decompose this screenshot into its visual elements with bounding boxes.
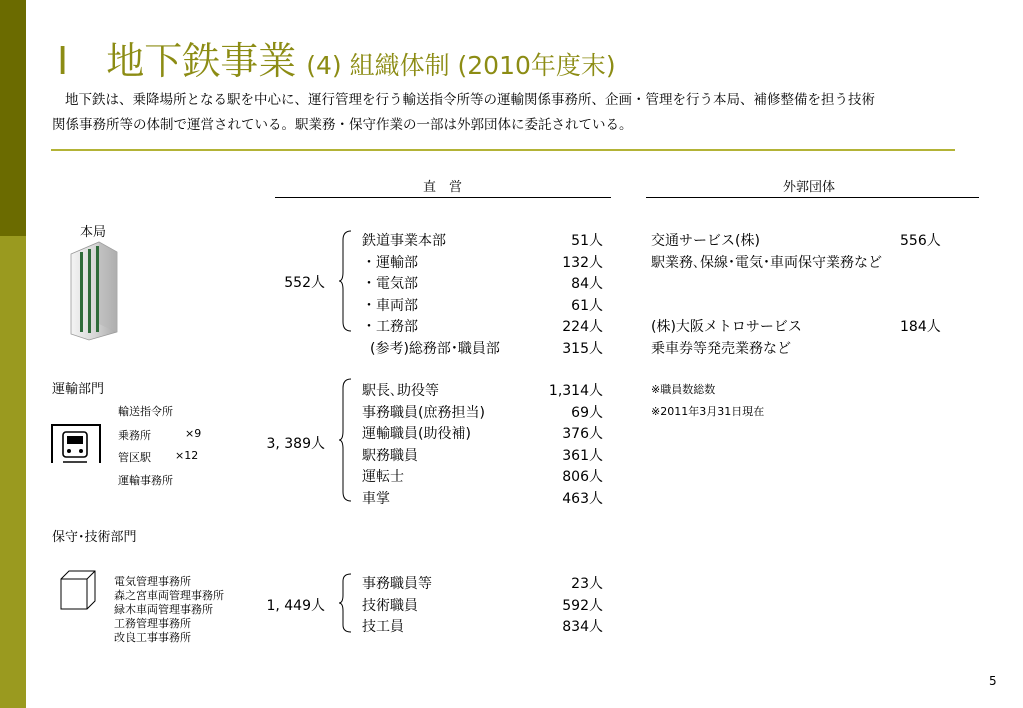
page-title-sub: (4) 組織体制 (2010年度末) bbox=[306, 51, 616, 80]
unyu-total: 3, 389人 bbox=[266, 436, 325, 452]
sidebar-light-band bbox=[0, 236, 26, 708]
unyu-office-3: 運輸事務所 bbox=[118, 474, 173, 487]
unyu-row-name: 車掌 bbox=[362, 490, 390, 507]
unyu-row-value: 361人 bbox=[562, 447, 603, 464]
brace-icon bbox=[338, 230, 354, 332]
honkyoku-row-value: 51人 bbox=[571, 233, 603, 249]
hoshu-row-name: 事務職員等 bbox=[362, 576, 432, 592]
unyu-office-1: 乗務所 bbox=[118, 429, 151, 442]
brace-icon bbox=[338, 378, 354, 502]
header-affiliated: 外郭団体 bbox=[783, 180, 836, 195]
honkyoku-row-value: 315人 bbox=[562, 340, 603, 357]
sidebar-dark-band bbox=[0, 0, 26, 236]
hoshu-total: 1, 449人 bbox=[266, 598, 325, 614]
hoshu-row-value: 592人 bbox=[562, 597, 603, 614]
honkyoku-row-value: 61人 bbox=[571, 297, 603, 314]
unyu-row-value: 1,314人 bbox=[548, 383, 603, 399]
unyu-row-value: 376人 bbox=[562, 426, 603, 442]
intro-line-2: 関係事務所等の体制で運営されている。駅業務・保守作業の一部は外郭団体に委託されている。 bbox=[52, 117, 633, 133]
unyu-row-name: 駅務職員 bbox=[362, 447, 418, 464]
unyu-row-name: 事務職員(庶務担当) bbox=[362, 404, 485, 421]
hoshu-office-3: 工務管理事務所 bbox=[114, 617, 191, 630]
header-affiliated-rule bbox=[646, 197, 979, 198]
hoshu-office-1: 森之宮車両管理事務所 bbox=[114, 589, 224, 602]
hoshu-office-2: 緑木車両管理事務所 bbox=[114, 603, 213, 616]
hoshu-office-0: 電気管理事務所 bbox=[114, 575, 191, 588]
brace-icon bbox=[338, 573, 354, 633]
honkyoku-row-name: 鉄道事業本部 bbox=[362, 233, 446, 249]
unyu-office-2: 管区駅 bbox=[118, 451, 151, 464]
page-title-main: Ⅰ 地下鉄事業 bbox=[57, 39, 297, 83]
train-depot-icon bbox=[50, 423, 102, 465]
honkyoku-row-name: ・車両部 bbox=[362, 297, 418, 314]
page-number: 5 bbox=[989, 674, 997, 688]
honkyoku-row-value: 224人 bbox=[562, 319, 603, 335]
unyu-row-name: 駅長､助役等 bbox=[362, 383, 439, 399]
hoshu-row-name: 技工員 bbox=[362, 619, 404, 635]
page-title bbox=[57, 30, 616, 85]
header-direct-rule bbox=[275, 197, 611, 198]
hoshu-row-name: 技術職員 bbox=[362, 597, 418, 614]
affiliated-org1-value: 556人 bbox=[900, 233, 941, 249]
office-building-icon bbox=[63, 240, 123, 340]
section-label-unyu: 運輸部門 bbox=[52, 382, 105, 397]
unyu-office-0: 輸送指令所 bbox=[118, 405, 173, 418]
section-label-honkyoku: 本局 bbox=[80, 225, 107, 240]
affiliated-org2-name: (株)大阪メトロサービス bbox=[651, 319, 802, 335]
affiliated-org2-desc: 乗車券等発売業務など bbox=[651, 341, 791, 357]
note-as-of-date: ※2011年3月31日現在 bbox=[651, 405, 765, 418]
unyu-office-count-2: ×12 bbox=[175, 449, 199, 462]
title-divider bbox=[51, 149, 955, 151]
unyu-office-count-1: ×9 bbox=[185, 427, 202, 440]
unyu-row-name: 運輸職員(助役補) bbox=[362, 426, 471, 442]
honkyoku-row-name: ・運輸部 bbox=[362, 254, 418, 271]
header-direct: 直 営 bbox=[423, 180, 463, 195]
unyu-row-value: 463人 bbox=[562, 490, 603, 507]
unyu-row-value: 806人 bbox=[562, 469, 603, 485]
unyu-row-name: 運転士 bbox=[362, 469, 404, 485]
honkyoku-total: 552人 bbox=[284, 275, 325, 291]
honkyoku-row-name: ・工務部 bbox=[362, 319, 418, 335]
note-total-staff: ※職員数総数 bbox=[651, 383, 716, 396]
intro-line-1: 地下鉄は、乗降場所となる駅を中心に、運行管理を行う輸送指令所等の運輸関係事務所、企画・管理を行う本局、補修整備を担う技術 bbox=[65, 92, 875, 108]
honkyoku-row-value: 84人 bbox=[571, 276, 603, 292]
hoshu-row-value: 834人 bbox=[562, 619, 603, 635]
affiliated-org1-name: 交通サービス(株) bbox=[651, 233, 760, 249]
affiliated-org1-desc: 駅業務､保線･電気･車両保守業務など bbox=[651, 255, 882, 271]
honkyoku-row-value: 132人 bbox=[562, 254, 603, 271]
honkyoku-row-name: (参考)総務部･職員部 bbox=[370, 340, 500, 357]
box-icon bbox=[60, 570, 96, 610]
hoshu-office-4: 改良工事事務所 bbox=[114, 631, 191, 644]
hoshu-row-value: 23人 bbox=[571, 576, 603, 592]
affiliated-org2-value: 184人 bbox=[900, 319, 941, 335]
unyu-row-value: 69人 bbox=[571, 404, 603, 421]
section-label-hoshu: 保守･技術部門 bbox=[52, 530, 137, 545]
honkyoku-row-name: ・電気部 bbox=[362, 276, 418, 292]
